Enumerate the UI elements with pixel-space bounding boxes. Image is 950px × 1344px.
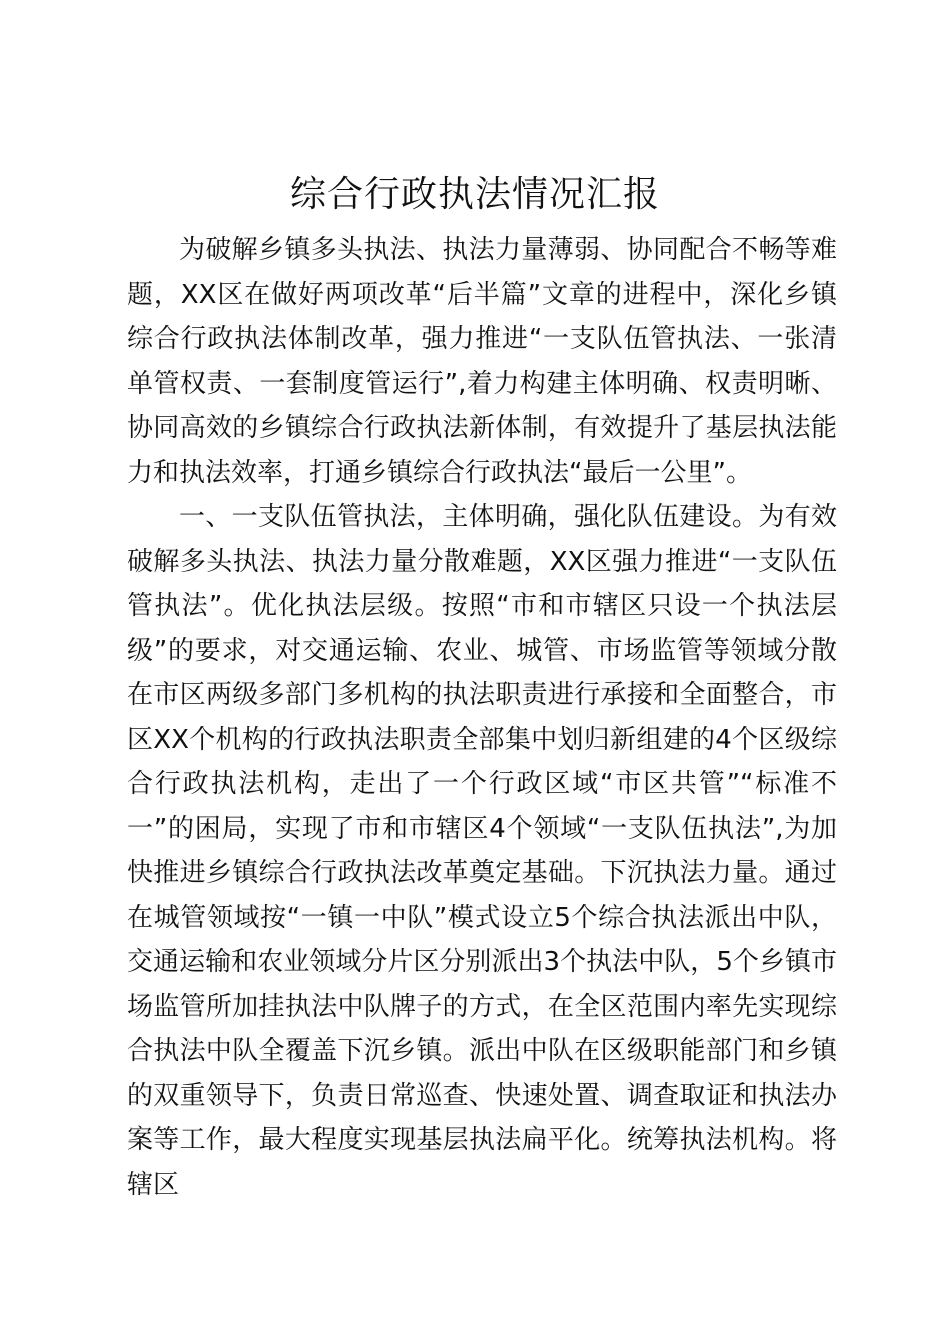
- paragraph-section-one: 一、一支队伍管执法，主体明确，强化队伍建设。为有效破解多头执法、执法力量分散难题，XX区强力推进“一支队伍管执法”。优化执法层级。按照“市和市辖区只设一个执法层级”的要求，对交通运输、农业、城管、市场监管等领域分散在市区两级多部门多机构的执法职责进行承接和全面整合，市区XX个机构的行政执法职责全部集中划归新组建的4个区级综合行政执法机构，走出了一个行政区域“市区共管”“标准不一”的困局，实现了市和市辖区4个领域“一支队伍执法”,为加快推进乡镇综合行政执法改革奠定基础。下沉执法力量。通过在城管领域按“一镇一中队”模式设立5个综合执法派出中队，交通运输和农业领域分片区分别派出3个执法中队，5个乡镇市场监管所加挂执法中队牌子的方式，在全区范围内率先实现综合执法中队全覆盖下沉乡镇。派出中队在区级职能部门和乡镇的双重领导下，负责日常巡查、快速处置、调查取证和执法办案等工作，最大程度实现基层执法扁平化。统筹执法机构。将辖区: [127, 502, 837, 1200]
- document-body: [127, 228, 837, 1207]
- paragraph-intro: 为破解乡镇多头执法、执法力量薄弱、协同配合不畅等难题，XX区在做好两项改革“后半篇”文章的进程中，深化乡镇综合行政执法体制改革，强力推进“一支队伍管执法、一张清单管权责、一套制度管运行”,着力构建主体明确、权责明晰、协同高效的乡镇综合行政执法新体制，有效提升了基层执法能力和执法效率，打通乡镇综合行政执法“最后一公里”。: [127, 235, 837, 488]
- document-title: 综合行政执法情况汇报: [289, 174, 660, 215]
